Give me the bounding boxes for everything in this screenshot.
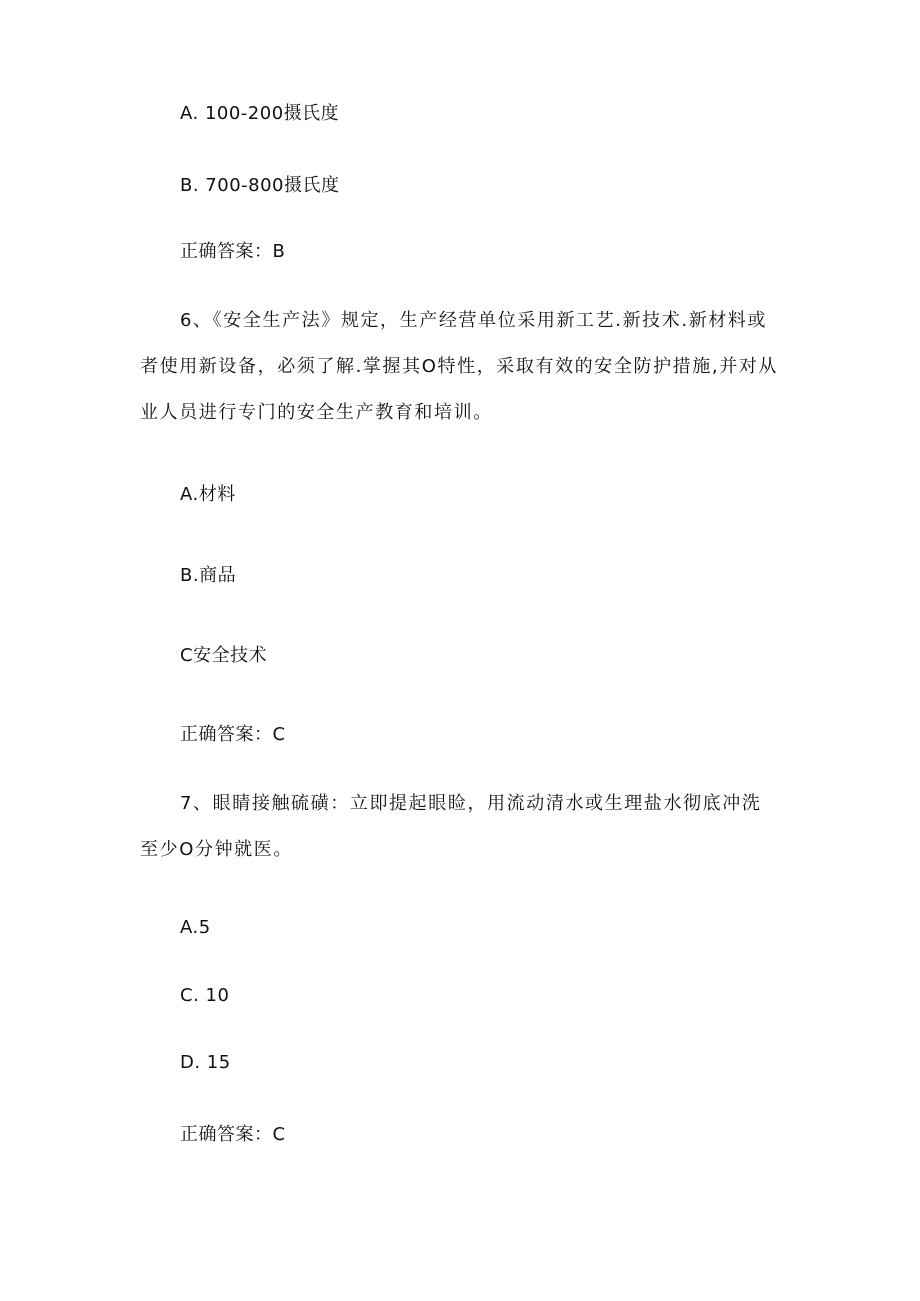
q6-option-b: B.商品 <box>180 565 237 586</box>
q6-option-c: C安全技术 <box>180 645 268 666</box>
q5-option-b: B. 700-800摄氏度 <box>180 175 340 196</box>
q7-question: 7、眼睛接触硫磺：立即提起眼睑，用流动清水或生理盐水彻底冲洗至少O分钟就医。 <box>140 793 762 860</box>
q7-answer: 正确答案：C <box>180 1124 286 1145</box>
q5-option-a: A. 100-200摄氏度 <box>180 103 340 124</box>
q7-option-c: C. 10 <box>180 985 230 1006</box>
q6-option-a: A.材料 <box>180 484 236 505</box>
q5-answer: 正确答案：B <box>180 241 286 262</box>
q7-option-d: D. 15 <box>180 1052 231 1073</box>
q6-question: 6、《安全生产法》规定，生产经营单位采用新工艺.新技术.新材料或者使用新设备，必须了解.掌握其O特性，采取有效的安全防护措施,并对从业人员进行专门的安全生产教育和培训。 <box>140 310 779 423</box>
q7-option-a: A.5 <box>180 917 211 938</box>
q6-answer: 正确答案：C <box>180 724 286 745</box>
